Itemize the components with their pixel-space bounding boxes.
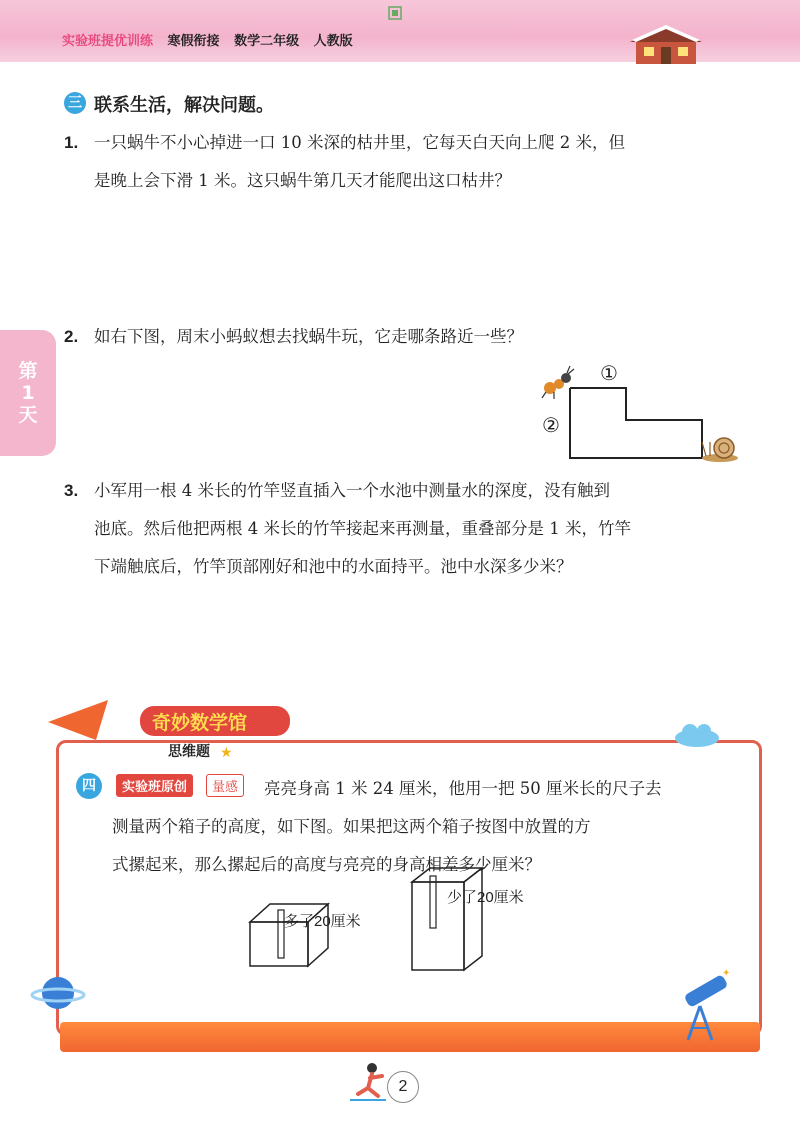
page-number: 2 [387, 1071, 419, 1103]
ant-snail-route-diagram [530, 358, 750, 468]
box-1-label: 多了20厘米 [284, 913, 361, 930]
question-text-line: 一只蜗牛不小心掉进一口 10 米深的枯井里，它每天白天向上爬 2 米，但 [94, 133, 625, 152]
snow-house-icon [630, 24, 702, 64]
banner-subtitle: 思维题 [168, 744, 210, 760]
question-text-line: 池底。然后他把两根 4 米长的竹竿接起来再测量，重叠部分是 1 米，竹竿 [94, 519, 631, 538]
page-header [0, 0, 800, 62]
section-number-icon: 三 [64, 92, 86, 114]
question-3 [64, 472, 754, 586]
route-1-label: ① [600, 361, 618, 385]
box-2-diagram [408, 864, 488, 976]
planet-icon [30, 968, 86, 1018]
original-tag: 实验班原创 [116, 774, 193, 797]
question-1 [64, 124, 754, 200]
question-number: 3. [64, 481, 79, 500]
day-tab-label: 第1天 [18, 360, 38, 426]
bonus-question-line: 测量两个箱子的高度，如下图。如果把这两个箱子按图中放置的方 [112, 817, 591, 836]
bonus-question-line: 亮亮身高 1 米 24 厘米，他用一把 50 厘米长的尺子去 [264, 779, 662, 798]
header-series: 寒假衔接 [167, 34, 220, 49]
telescope-icon [670, 964, 740, 1044]
route-2-label: ② [542, 413, 560, 437]
header-subject: 数学二年级 [234, 34, 300, 49]
question-number: 2. [64, 327, 79, 346]
star-icon: ★ [220, 745, 233, 761]
question-2 [64, 318, 754, 356]
question-text-line: 小军用一根 4 米长的竹竿竖直插入一个水池中测量水的深度，没有触到 [94, 481, 610, 500]
section-title: 联系生活，解决问题。 [94, 95, 274, 116]
question-text-line: 如右下图，周末小蚂蚁想去找蜗牛玩，它走哪条路近一些？ [94, 327, 523, 346]
question-number: 1. [64, 133, 79, 152]
bonus-question-line: 式摞起来，那么摞起后的高度与亮亮的身高相差多少厘米？ [112, 855, 541, 874]
fun-math-banner [48, 700, 308, 762]
box-2-label: 少了20厘米 [447, 889, 524, 906]
snail-icon [702, 438, 738, 462]
quantity-sense-tag: 量感 [206, 774, 244, 797]
question-text-line: 是晚上会下滑 1 米。这只蜗牛第几天才能爬出这口枯井？ [94, 171, 511, 190]
svg-text:✦: ✦ [722, 968, 731, 979]
skater-icon [348, 1060, 388, 1104]
cloud-icon [672, 722, 722, 748]
header-brand: 实验班提优训练 [62, 34, 154, 49]
header-edition: 人教版 [313, 34, 353, 49]
section-number-icon: 四 [76, 773, 102, 799]
header-title [62, 30, 363, 49]
decorative-band [60, 1022, 760, 1052]
qr-code-icon [388, 6, 402, 20]
question-text-line: 下端触底后，竹竿顶部刚好和池中的水面持平。池中水深多少米？ [94, 557, 573, 576]
banner-title: 奇妙数学馆 [152, 712, 248, 734]
